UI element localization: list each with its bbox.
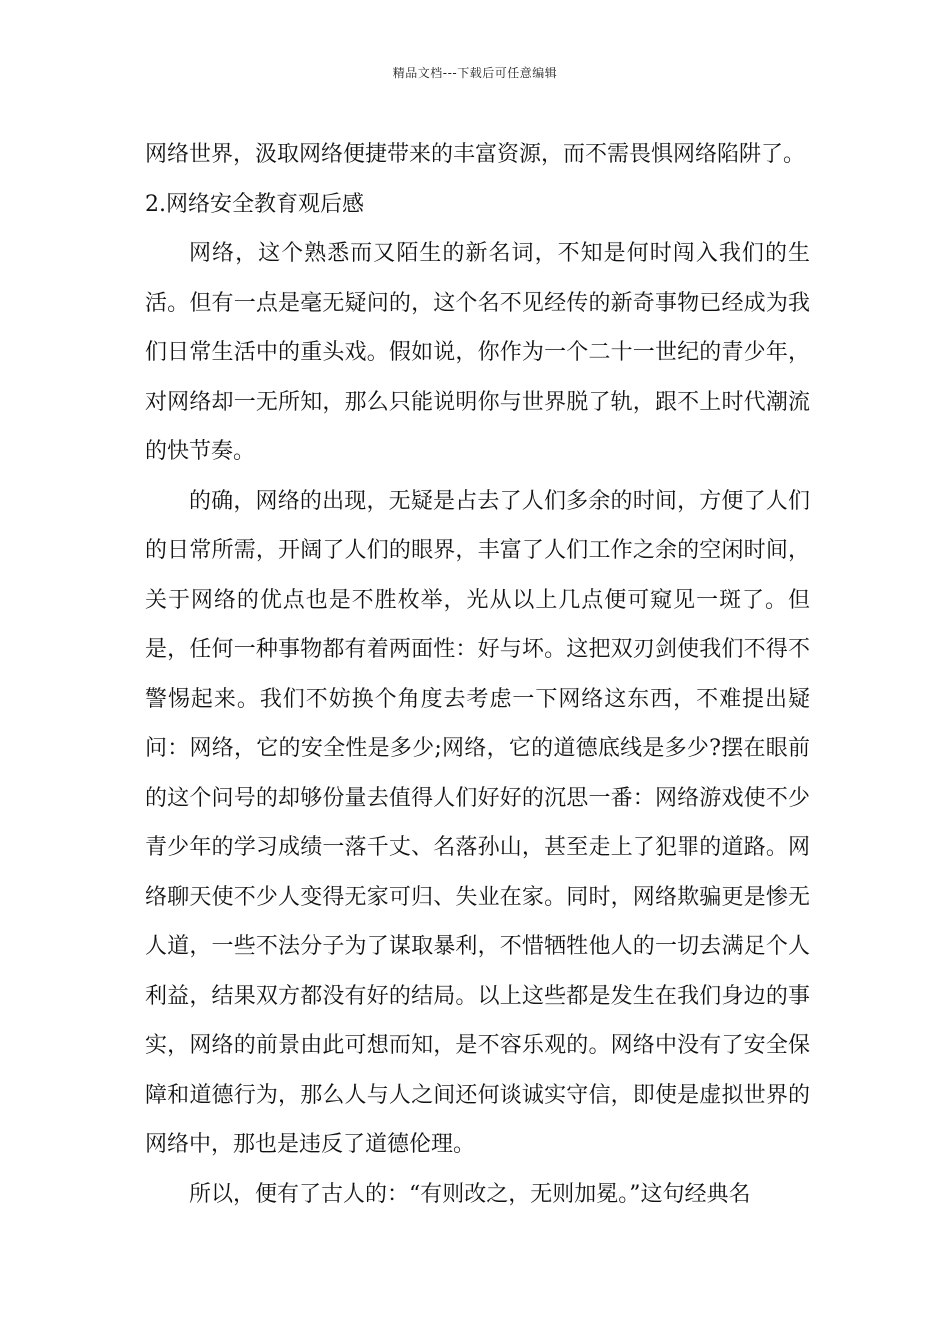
page-header: 精品文档---下载后可任意编辑 bbox=[392, 66, 558, 80]
paragraph: 网络，这个熟悉而又陌生的新名词，不知是何时闯入我们的生活。但有一点是毫无疑问的，这个名不见经传的新奇事物已经成为我们日常生活中的重头戏。假如说，你作为一个二十一世纪的青少年，对网络却一无所知，那么只能说明你与世界脱了轨，跟不上时代潮流的快节奏。 bbox=[145, 241, 810, 464]
section-title: 2.网络安全教育观后感 bbox=[145, 191, 364, 217]
lead-paragraph: 网络世界，汲取网络便捷带来的丰富资源，而不需畏惧网络陷阱了。 bbox=[145, 142, 806, 167]
paragraph: 所以，便有了古人的：“有则改之，无则加冕。”这句经典名 bbox=[189, 1181, 751, 1207]
paragraph: 的确，网络的出现，无疑是占去了人们多余的时间，方便了人们的日常所需，开阔了人们的眼界，丰富了人们工作之余的空闲时间，关于网络的优点也是不胜枚举，光从以上几点便可窥见一斑了。但是，任何一种事物都有着两面性：好与坏。这把双刃剑使我们不得不警惕起来。我们不妨换个角度去考虑一下网络这东西，不难提出疑问：网络，它的安全性是多少;网络，它的道德底线是多少?摆在眼前的这个问号的却够份量去值得人们好好的沉思一番：网络游戏使不少青少年的学习成绩一落千丈、名落孙山，甚至走上了犯罪的道路。网络聊天使不少人变得无家可归、失业在家。同时，网络欺骗更是惨无人道，一些不法分子为了谋取暴利，不惜牺牲他人的一切去满足个人利益，结果双方都没有好的结局。以上这些都是发生在我们身边的事实，网络的前景由此可想而知，是不容乐观的。网络中没有了安全保障和道德行为，那么人与人之间还何谈诚实守信，即使是虚拟世界的网络中，那也是违反了道德伦理。 bbox=[145, 488, 810, 1157]
document-body bbox=[145, 130, 810, 1219]
